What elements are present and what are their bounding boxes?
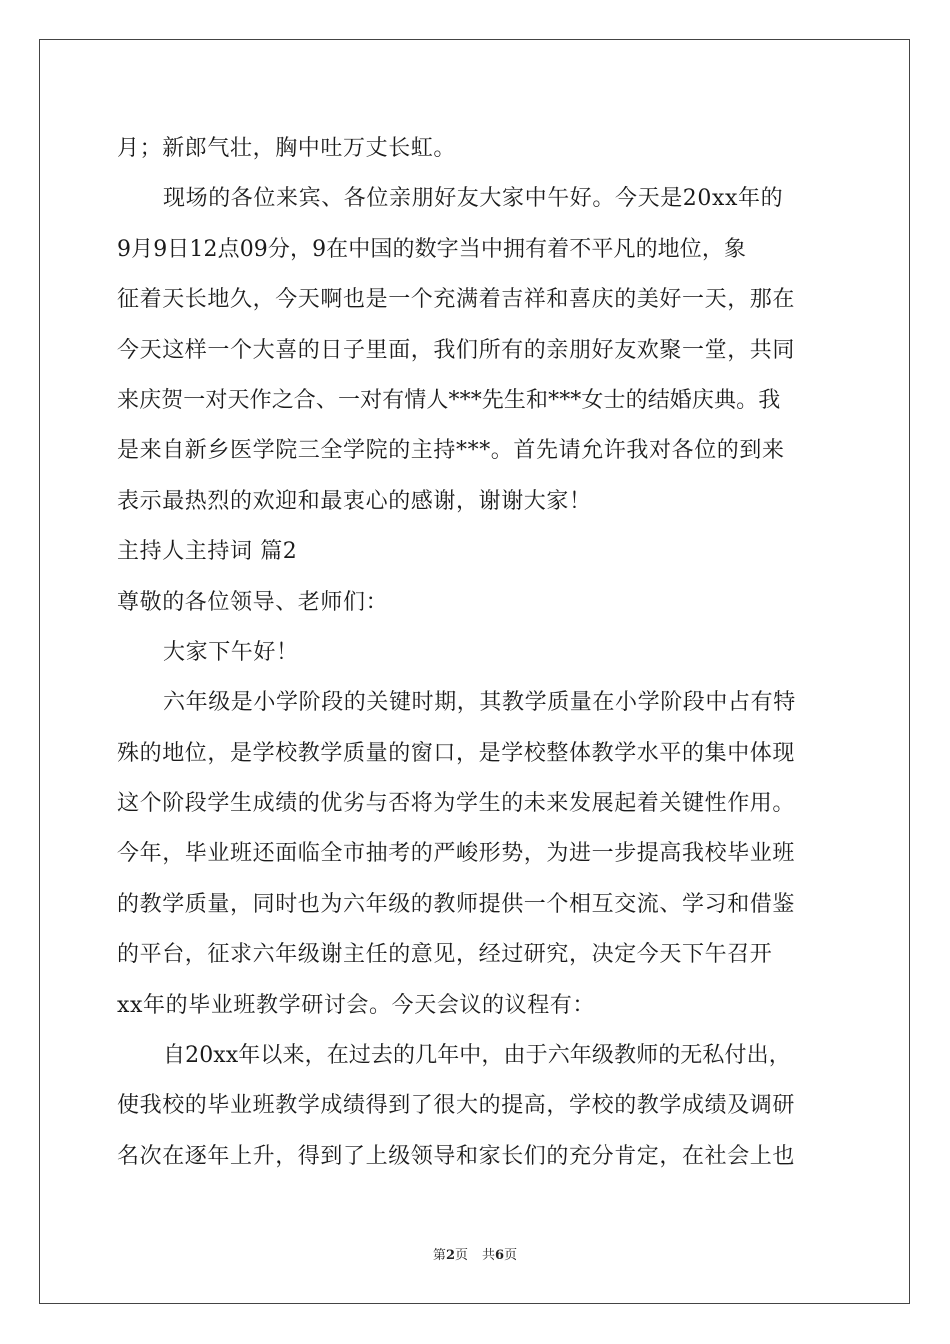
text-line-6: 来庆贺一对天作之合、一对有情人***先生和***女士的结婚庆典。我 xyxy=(117,387,781,413)
text-line-19: 自20xx年以来，在过去的几年中，由于六年级教师的无私付出， xyxy=(163,1043,791,1069)
text-line-7: 是来自新乡医学院三全学院的主持***。首先请允许我对各位的到来 xyxy=(117,438,785,464)
text-line-16: 的教学质量，同时也为六年级的教师提供一个相互交流、学习和借鉴 xyxy=(117,891,796,917)
text-line-8: 表示最热烈的欢迎和最衷心的感谢，谢谢大家！ xyxy=(117,488,592,514)
total-page-count: 6 xyxy=(495,1248,505,1263)
text-line-5: 今天这样一个大喜的日子里面，我们所有的亲朋好友欢聚一堂，共同 xyxy=(117,337,796,363)
page-number-footer xyxy=(0,1246,950,1266)
text-line-18: xx年的毕业班教学研讨会。今天会议的议程有： xyxy=(117,992,596,1018)
current-page-number: 2 xyxy=(445,1248,455,1263)
text-line-20: 使我校的毕业班教学成绩得到了很大的提高，学校的教学成绩及调研 xyxy=(117,1093,796,1119)
document-body xyxy=(117,124,839,1182)
text-line-3: 9月9日12点09分，9在中国的数字当中拥有着不平凡的地位，象 xyxy=(117,236,747,262)
text-line-15: 今年，毕业班还面临全市抽考的严峻形势，为进一步提高我校毕业班 xyxy=(117,841,796,867)
salutation: 尊敬的各位领导、老师们： xyxy=(117,589,389,615)
text-line-4: 征着天长地久，今天啊也是一个充满着吉祥和喜庆的美好一天，那在 xyxy=(117,287,796,313)
text-line-12: 六年级是小学阶段的关键时期，其教学质量在小学阶段中占有特 xyxy=(163,690,796,716)
text-line-21: 名次在逐年上升，得到了上级领导和家长们的充分肯定，在社会上也 xyxy=(117,1143,796,1169)
greeting: 大家下午好！ xyxy=(163,639,299,665)
text-line-2: 现场的各位来宾、各位亲朋好友大家中午好。今天是20xx年的 xyxy=(163,186,784,212)
text-line-1: 月；新郎气壮，胸中吐万丈长虹。 xyxy=(117,136,457,161)
total-prefix: 共 xyxy=(482,1248,496,1263)
text-line-13: 殊的地位，是学校教学质量的窗口，是学校整体教学水平的集中体现 xyxy=(117,740,796,766)
total-unit: 页 xyxy=(504,1248,518,1263)
page-unit: 页 xyxy=(454,1248,468,1263)
page-prefix: 第 xyxy=(432,1248,446,1263)
text-line-17: 的平台，征求六年级谢主任的意见，经过研究，决定今天下午召开 xyxy=(117,942,773,968)
section-heading: 主持人主持词 篇2 xyxy=(117,539,298,565)
text-line-14: 这个阶段学生成绩的优劣与否将为学生的未来发展起着关键性作用。 xyxy=(117,791,796,817)
